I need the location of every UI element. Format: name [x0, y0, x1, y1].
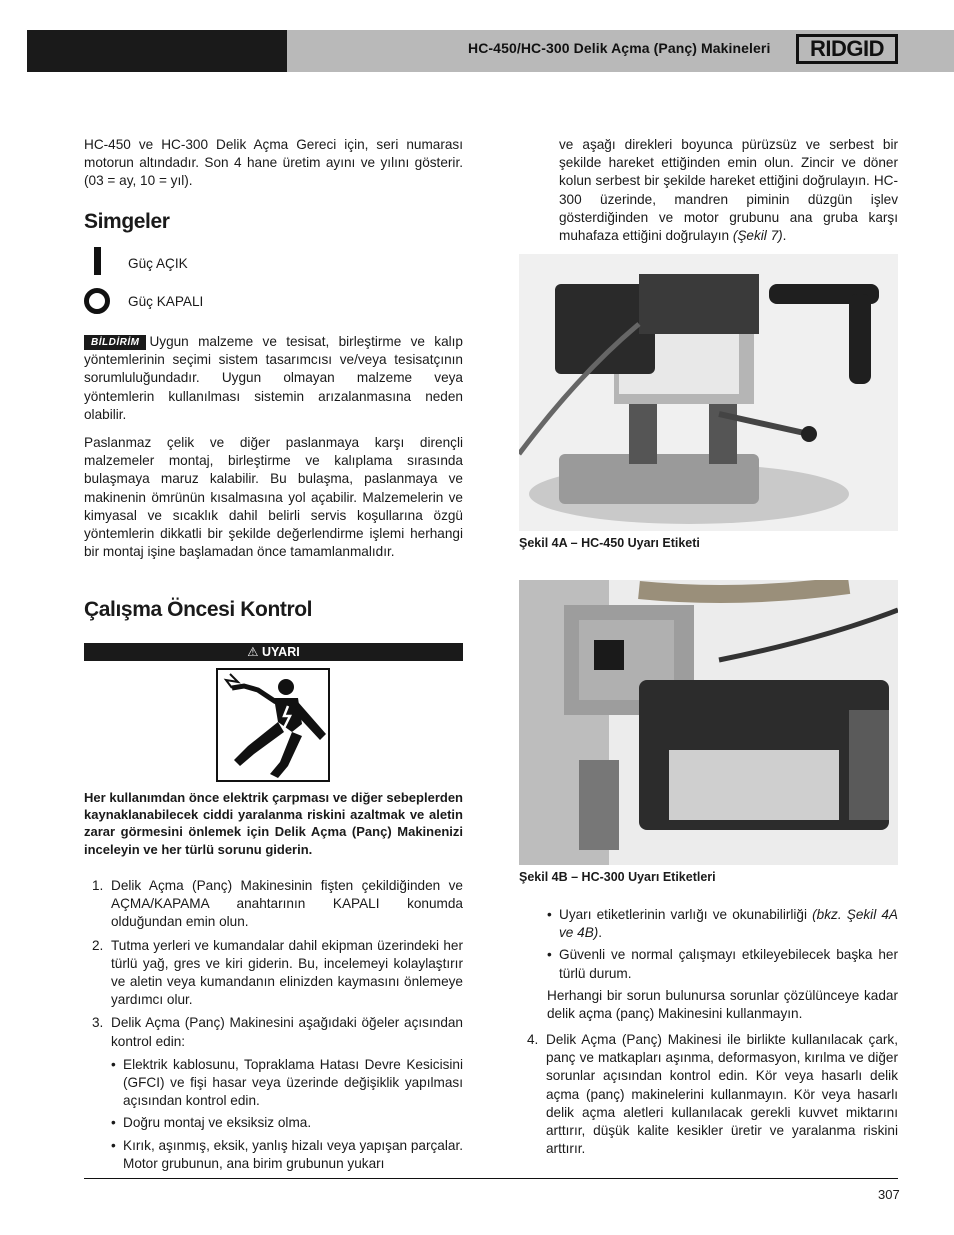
figure-4a-caption: Şekil 4A – HC-450 Uyarı Etiketi	[519, 536, 700, 550]
power-on-label: Güç AÇIK	[128, 256, 188, 271]
header-black-band	[27, 30, 287, 72]
step4-list	[519, 1031, 898, 1163]
electric-shock-pictogram	[218, 670, 328, 780]
after-bullets-text: Herhangi bir sorun bulunursa sorunlar çözülünceye kadar delik açma (panç) Makinesini kullanmayın.	[547, 987, 898, 1022]
bullet-item: • Doğru montaj ve eksiksiz olma.	[111, 1114, 463, 1132]
bullet-item: • Güvenli ve normal çalışmayı etkileyebilecek başka her türlü durum.	[547, 946, 898, 982]
steps-list	[84, 877, 463, 1178]
ridgid-logo: RIDGID	[796, 34, 898, 64]
symbols-heading-wrap	[84, 210, 463, 233]
hc450-machine-illustration	[519, 254, 898, 531]
warning-triangle-icon: ⚠	[247, 645, 259, 659]
warning-bar	[84, 643, 463, 661]
right-bullets	[547, 906, 898, 1023]
hc300-machine-illustration	[519, 580, 898, 865]
corrosion-text: Paslanmaz çelik ve diğer paslanmaya karşı dirençli malzemeler montaj, birleştirme ve kalıplama sırasında bulaşmaya maruz kalabilir. Bu bulaşma, paslanmaya ve makinenin ömrünün kısalmasına yol açabilir. Malzemelerin ve kimyasal ve sıcaklık dahil belirli servis koşullarına özgü yöntemlerin dikkatli bir şekilde değerlendirme işlemi herhangi bir montaj işine başlamadan önce tamamlanmalıdır.	[84, 435, 463, 560]
notice-paragraph	[84, 333, 463, 424]
footer-rule	[84, 1178, 898, 1179]
list-item: 4. Delik Açma (Panç) Makinesi ile birlikte kullanılacak çark, panç ve matkapları aşınma, deformasyon, kırılma ve diğer sorunlar açısından kontrol edin. Kör veya hasarlı delik açma (panç) makinelerini kullanmayın. Kör veya hasarlı delik açma aletleri kullanılacak gerekli kuvvet miktarını arttırır, düşük kalite kesikler üretir ve yaralanma riskini arttırır.	[527, 1032, 898, 1157]
power-off-ring-icon	[84, 288, 110, 314]
symbols-heading: Simgeler	[84, 210, 170, 233]
bullet-item: • Uyarı etiketlerinin varlığı ve okunabilirliği (bkz. Şekil 4A ve 4B).	[547, 906, 898, 942]
notice-text: Uygun malzeme ve tesisat, birleştirme ve kalıp yöntemlerinin seçimi sistem tasarımcısı ve/veya tesisatçının sorumluluğundadır. Uygun olmayan malzeme veya yöntemlerin kullanılması sistemin arızalanmasına neden olabilir.	[84, 334, 463, 422]
page-number: 307	[878, 1187, 900, 1202]
notice-badge: BİLDİRİM	[84, 335, 146, 350]
list-item: 3. Delik Açma (Panç) Makinesini aşağıdaki öğeler açısından kontrol edin: • Elektrik kablosunu, Topraklama Hatası Devre Kesicisini (GFCI) ve fişi hasar veya üzerinde değişiklik yapılması açısından kontrol edin. • Doğru montaj ve eksiksiz olma. • Kırık, aşınmış, eksik, yanlış hizalı veya yapışan parçalar. Motor grubunun, ana birim grubunun yukarı	[84, 1014, 463, 1173]
continuation-paragraph: ve aşağı direkleri boyunca pürüzsüz ve serbest bir şekilde hareket ettiğinden emin olun. Zincir ve döner kolun serbest bir şekilde hareket ettiğini doğrulayın. HC-300 üzerinde, mandren piminin düzgün işlev gösterdiğinden ve motor grubunu ana gruba karşı muhafaza ettiğini doğrulayın (Şekil 7).	[559, 137, 898, 244]
bullet-item: • Elektrik kablosunu, Topraklama Hatası Devre Kesicisini (GFCI) ve fişi hasar veya üzerinde değişiklik yapılması açısından kontrol edin.	[111, 1056, 463, 1111]
warning-bold-text: Her kullanımdan önce elektrik çarpması ve diğer sebeplerden kaynaklanabilecek ciddi yaralanma riskini azaltmak ve aletin zarar görmesini önlemek için Delik Açma (Panç) Makinenizi inceleyin ve her türlü sorunu giderin.	[84, 790, 463, 857]
electric-shock-icon	[216, 668, 330, 782]
list-item: 2. Tutma yerleri ve kumandalar dahil ekipman üzerindeki her türlü yağ, gres ve kiri giderin. Bu, incelemeyi kolaylaştırır ve aletin veya kumandanın elinizden kaymasını önlemeye yardımcı olur.	[92, 937, 463, 1008]
precheck-heading: Çalışma Öncesi Kontrol	[84, 598, 313, 621]
step3-bullets	[111, 1056, 463, 1173]
intro-paragraph	[84, 136, 463, 191]
power-off-label: Güç KAPALI	[128, 294, 204, 309]
warning-bold-paragraph	[84, 789, 463, 858]
header-title: HC-450/HC-300 Delik Açma (Panç) Makineleri	[468, 40, 771, 56]
bullet-item: • Kırık, aşınmış, eksik, yanlış hizalı veya yapışan parçalar. Motor grubunun, ana birim grubunun yukarı	[111, 1137, 463, 1173]
power-on-bar-icon	[94, 247, 101, 275]
corrosion-paragraph	[84, 434, 463, 561]
precheck-heading-wrap	[84, 598, 463, 621]
warning-label: UYARI	[261, 645, 300, 659]
intro-text: HC-450 ve HC-300 Delik Açma Gereci için, seri numarası motorun altındadır. Son 4 hane üretim ayını ve yılını gösterir. (03 = ay, 10 = yıl).	[84, 137, 463, 189]
figure-4a-photo	[519, 254, 898, 531]
list-item: 1. Delik Açma (Panç) Makinesinin fişten çekildiğinden ve AÇMA/KAPAMA anahtarının KAPALI konumda olduğundan emin olun.	[92, 878, 463, 930]
figure-4b-caption: Şekil 4B – HC-300 Uyarı Etiketleri	[519, 870, 716, 884]
figure-4b-photo	[519, 580, 898, 865]
